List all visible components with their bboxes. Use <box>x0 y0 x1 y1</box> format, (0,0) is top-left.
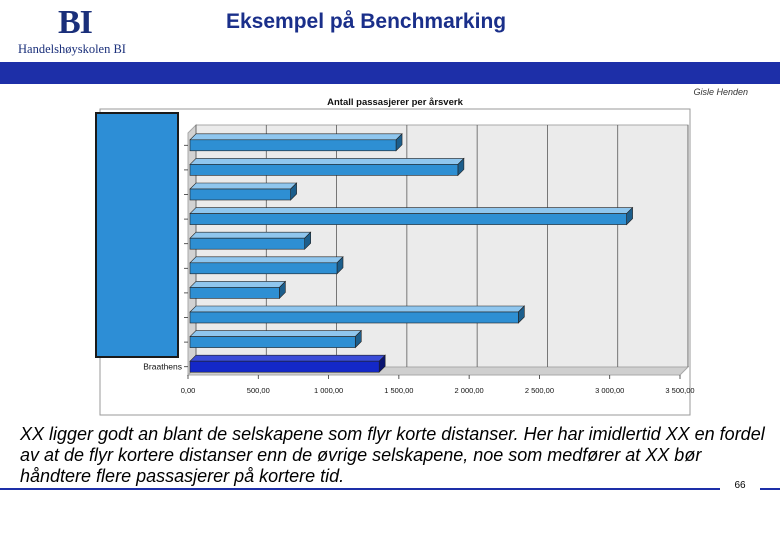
logo-text: Handelshøyskolen BI <box>18 42 126 56</box>
benchmark-chart <box>100 95 695 415</box>
bar <box>190 337 355 348</box>
x-tick-label: 1 500,00 <box>384 386 414 395</box>
author-label: Gisle Henden <box>693 87 748 97</box>
bar <box>190 140 396 151</box>
page-number: 66 <box>720 480 760 494</box>
chart-svg <box>100 95 695 415</box>
bar <box>190 263 337 274</box>
bar-top <box>190 183 297 189</box>
slide-caption: XX ligger godt an blant de selskapene som flyr korte distanser. Her har imidlertid XX en fordel av at de flyr kortere distanser enn de øvrige selskapene, noe som medfører at XX bør håndtere flere passasjerer på kortere tid. <box>20 424 765 486</box>
x-tick-label: 2 000,00 <box>454 386 484 395</box>
footer-rule <box>0 488 780 490</box>
x-tick-label: 2 500,00 <box>524 386 555 395</box>
bar-top <box>190 257 343 263</box>
slide-title: Eksempel på Benchmarking <box>226 10 507 33</box>
bar-top <box>190 134 402 140</box>
bar <box>190 361 379 372</box>
chart-title: Antall passasjerer per årsverk <box>327 97 463 108</box>
header-band <box>0 62 780 84</box>
bar-top <box>190 331 361 337</box>
bi-logo <box>18 6 143 56</box>
bar <box>190 312 518 323</box>
bar-top <box>190 355 385 361</box>
bar <box>190 287 279 298</box>
bar-top <box>190 232 311 238</box>
bar-top <box>190 281 285 287</box>
bar <box>190 164 458 175</box>
bar-top <box>190 306 524 312</box>
x-tick-label: 0,00 <box>180 386 196 395</box>
bar-top <box>190 208 633 214</box>
x-tick-label: 500,00 <box>246 386 270 395</box>
bar <box>190 189 291 200</box>
x-tick-label: 3 000,00 <box>595 386 625 395</box>
logo-mark: BI <box>58 4 92 41</box>
bar <box>190 214 627 225</box>
bar-top <box>190 158 464 164</box>
bar <box>190 238 305 249</box>
category-label-mask <box>95 112 179 358</box>
category-label: Braathens <box>143 361 182 372</box>
x-tick-label: 1 000,00 <box>313 386 344 395</box>
x-tick-label: 3 500,00 <box>665 386 695 395</box>
